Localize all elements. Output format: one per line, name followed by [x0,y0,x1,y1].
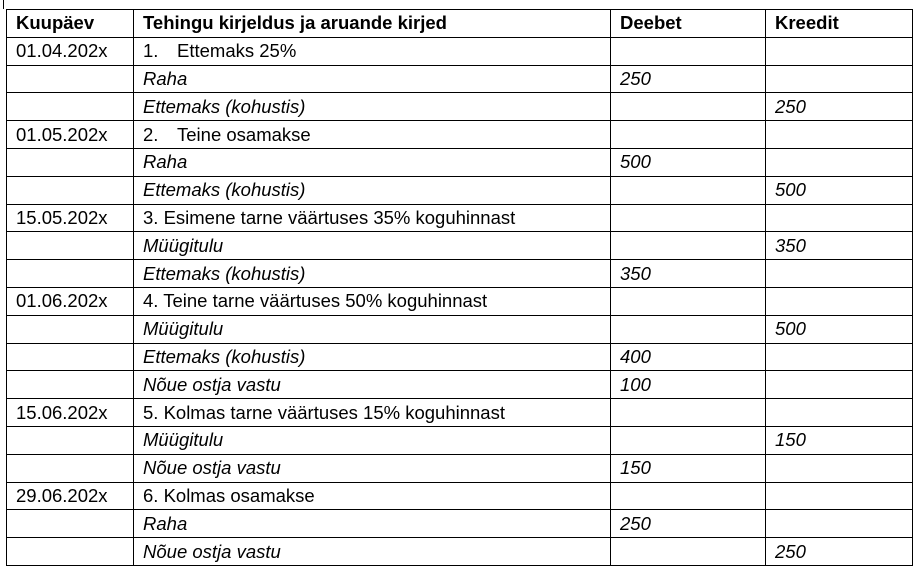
date-cell [7,65,134,93]
table-row [7,121,913,149]
transaction-title-cell: 5. Kolmas tarne väärtuses 15% koguhinnast [134,399,611,427]
credit-cell: 500 [766,176,913,204]
entry-account-cell: Ettemaks (kohustis) [134,93,611,121]
ledger-table [6,9,913,566]
credit-cell [766,482,913,510]
date-cell [7,260,134,288]
credit-cell [766,343,913,371]
date-cell: 15.05.202x [7,204,134,232]
debit-cell: 250 [611,65,766,93]
date-cell [7,315,134,343]
page-edge-mark [3,0,4,9]
date-cell [7,176,134,204]
debit-cell [611,538,766,566]
debit-cell [611,426,766,454]
debit-cell [611,287,766,315]
debit-cell [611,482,766,510]
date-cell: 29.06.202x [7,482,134,510]
table-row [7,482,913,510]
transaction-title-cell: 6. Kolmas osamakse [134,482,611,510]
transaction-title: Teine osamakse [177,123,311,145]
entry-account-cell: Müügitulu [134,426,611,454]
entry-account-cell: Nõue ostja vastu [134,454,611,482]
date-cell [7,232,134,260]
transaction-number: 1. [143,40,159,62]
debit-cell: 400 [611,343,766,371]
table-row [7,399,913,427]
entry-account-cell: Ettemaks (kohustis) [134,343,611,371]
credit-cell: 150 [766,426,913,454]
credit-cell: 350 [766,232,913,260]
header-debit: Deebet [611,10,766,38]
transaction-title-cell: 3. Esimene tarne väärtuses 35% koguhinnast [134,204,611,232]
transaction-title-cell [134,37,611,65]
header-row [7,10,913,38]
credit-cell [766,371,913,399]
debit-cell [611,315,766,343]
transaction-title: Ettemaks 25% [177,40,297,62]
table-row [7,260,913,288]
table-row [7,204,913,232]
credit-cell [766,204,913,232]
date-cell [7,148,134,176]
credit-cell [766,454,913,482]
header-description: Tehingu kirjeldus ja aruande kirjed [134,10,611,38]
header-credit: Kreedit [766,10,913,38]
debit-cell [611,204,766,232]
table-row [7,371,913,399]
table-row [7,426,913,454]
table-row [7,287,913,315]
table-row [7,343,913,371]
credit-cell [766,260,913,288]
entry-account-cell: Müügitulu [134,315,611,343]
credit-cell [766,148,913,176]
debit-cell: 150 [611,454,766,482]
table-row [7,232,913,260]
debit-cell: 350 [611,260,766,288]
entry-account-cell: Müügitulu [134,232,611,260]
debit-cell: 250 [611,510,766,538]
date-cell [7,93,134,121]
date-cell [7,426,134,454]
credit-cell [766,510,913,538]
table-row [7,65,913,93]
debit-cell [611,37,766,65]
credit-cell [766,65,913,93]
debit-cell [611,232,766,260]
transaction-title-cell: 4. Teine tarne väärtuses 50% koguhinnast [134,287,611,315]
date-cell [7,510,134,538]
transaction-title-cell [134,121,611,149]
table-row [7,176,913,204]
credit-cell [766,121,913,149]
header-date: Kuupäev [7,10,134,38]
date-cell [7,371,134,399]
entry-account-cell: Raha [134,148,611,176]
entry-account-cell: Nõue ostja vastu [134,371,611,399]
credit-cell [766,37,913,65]
date-cell: 15.06.202x [7,399,134,427]
date-cell: 01.06.202x [7,287,134,315]
debit-cell: 500 [611,148,766,176]
transaction-number: 2. [143,123,159,145]
date-cell [7,538,134,566]
entry-account-cell: Ettemaks (kohustis) [134,260,611,288]
credit-cell: 250 [766,93,913,121]
table-row [7,37,913,65]
entry-account-cell: Nõue ostja vastu [134,538,611,566]
entry-account-cell: Raha [134,510,611,538]
debit-cell [611,399,766,427]
entry-account-cell: Raha [134,65,611,93]
credit-cell: 500 [766,315,913,343]
table-row [7,454,913,482]
table-row [7,93,913,121]
entry-account-cell: Ettemaks (kohustis) [134,176,611,204]
debit-cell [611,121,766,149]
debit-cell [611,176,766,204]
table-row [7,315,913,343]
credit-cell [766,287,913,315]
table-row [7,538,913,566]
date-cell [7,343,134,371]
date-cell: 01.05.202x [7,121,134,149]
date-cell [7,454,134,482]
credit-cell [766,399,913,427]
debit-cell [611,93,766,121]
credit-cell: 250 [766,538,913,566]
table-row [7,148,913,176]
document-page [6,9,913,566]
debit-cell: 100 [611,371,766,399]
date-cell: 01.04.202x [7,37,134,65]
table-row [7,510,913,538]
